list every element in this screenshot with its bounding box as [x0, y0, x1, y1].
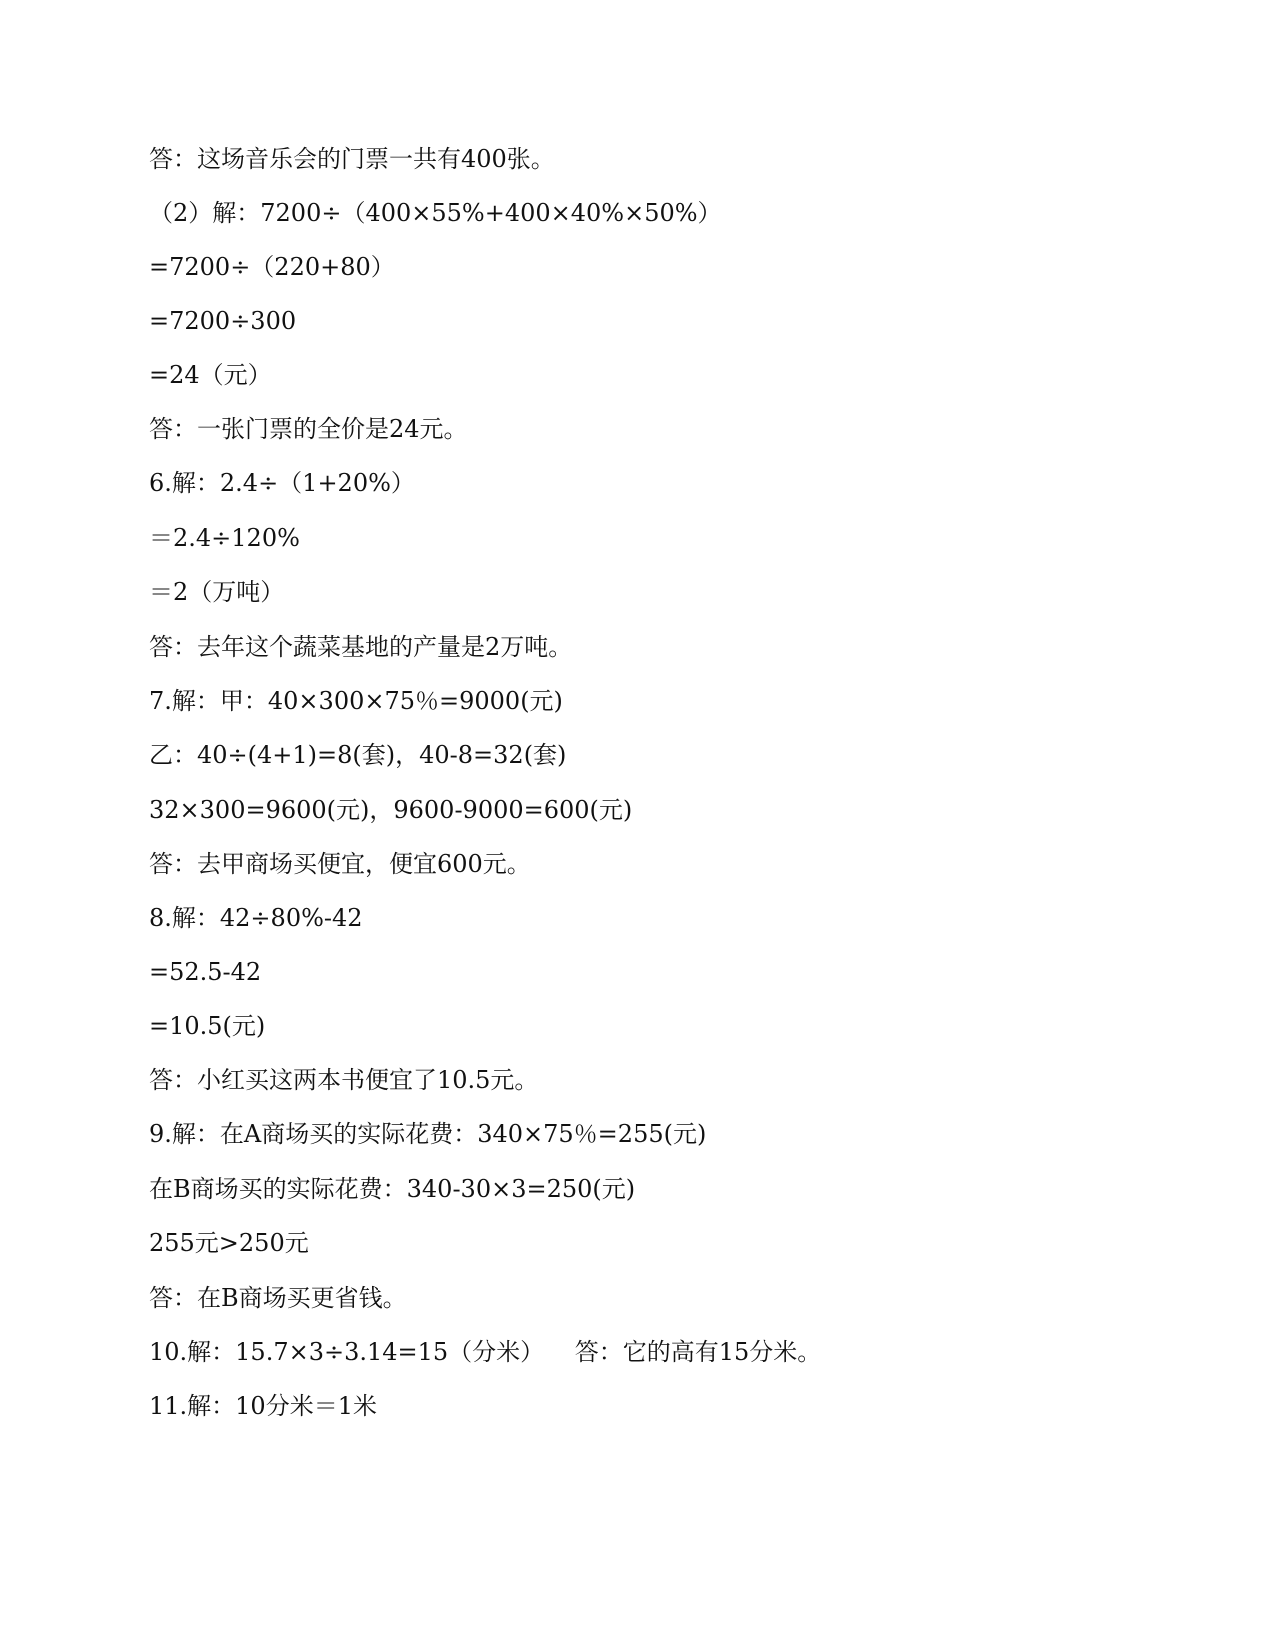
text-line: 7.解：甲：40×300×75％=9000(元) — [149, 687, 563, 715]
text-line: =24（元） — [149, 361, 272, 389]
text-line: 11.解：10分米＝1米 — [149, 1392, 377, 1420]
text-line: ＝2（万吨） — [149, 578, 285, 606]
text-line: 6.解：2.4÷（1+20%） — [149, 469, 415, 497]
text-line: 答：小红买这两本书便宜了10.5元。 — [149, 1066, 539, 1094]
text-line: =52.5-42 — [149, 958, 262, 986]
text-line: 答：这场音乐会的门票一共有400张。 — [149, 145, 555, 173]
text-line: 答：去甲商场买便宜，便宜600元。 — [149, 850, 531, 878]
text-line: 10.解：15.7×3÷3.14=15（分米） 答：它的高有15分米。 — [149, 1338, 822, 1366]
text-line: 答：去年这个蔬菜基地的产量是2万吨。 — [149, 633, 573, 661]
text-line: =7200÷（220+80） — [149, 253, 395, 281]
text-line: 32×300=9600(元)，9600-9000=600(元) — [149, 796, 633, 824]
text-line: （2）解：7200÷（400×55%+400×40%×50%） — [149, 199, 722, 227]
text-line: 答：在B商场买更省钱。 — [149, 1284, 407, 1312]
text-line: 9.解：在A商场买的实际花费：340×75％=255(元) — [149, 1120, 707, 1148]
text-line: 8.解：42÷80%-42 — [149, 904, 363, 932]
text-line: 答：一张门票的全价是24元。 — [149, 415, 468, 443]
text-line: 乙：40÷(4+1)=8(套)，40-8=32(套) — [149, 741, 567, 769]
text-line: ＝2.4÷120% — [149, 524, 300, 552]
text-line: 在B商场买的实际花费：340-30×3=250(元) — [149, 1175, 636, 1203]
text-line: =10.5(元) — [149, 1012, 266, 1040]
text-line: =7200÷300 — [149, 307, 297, 335]
text-line: 255元>250元 — [149, 1229, 309, 1257]
